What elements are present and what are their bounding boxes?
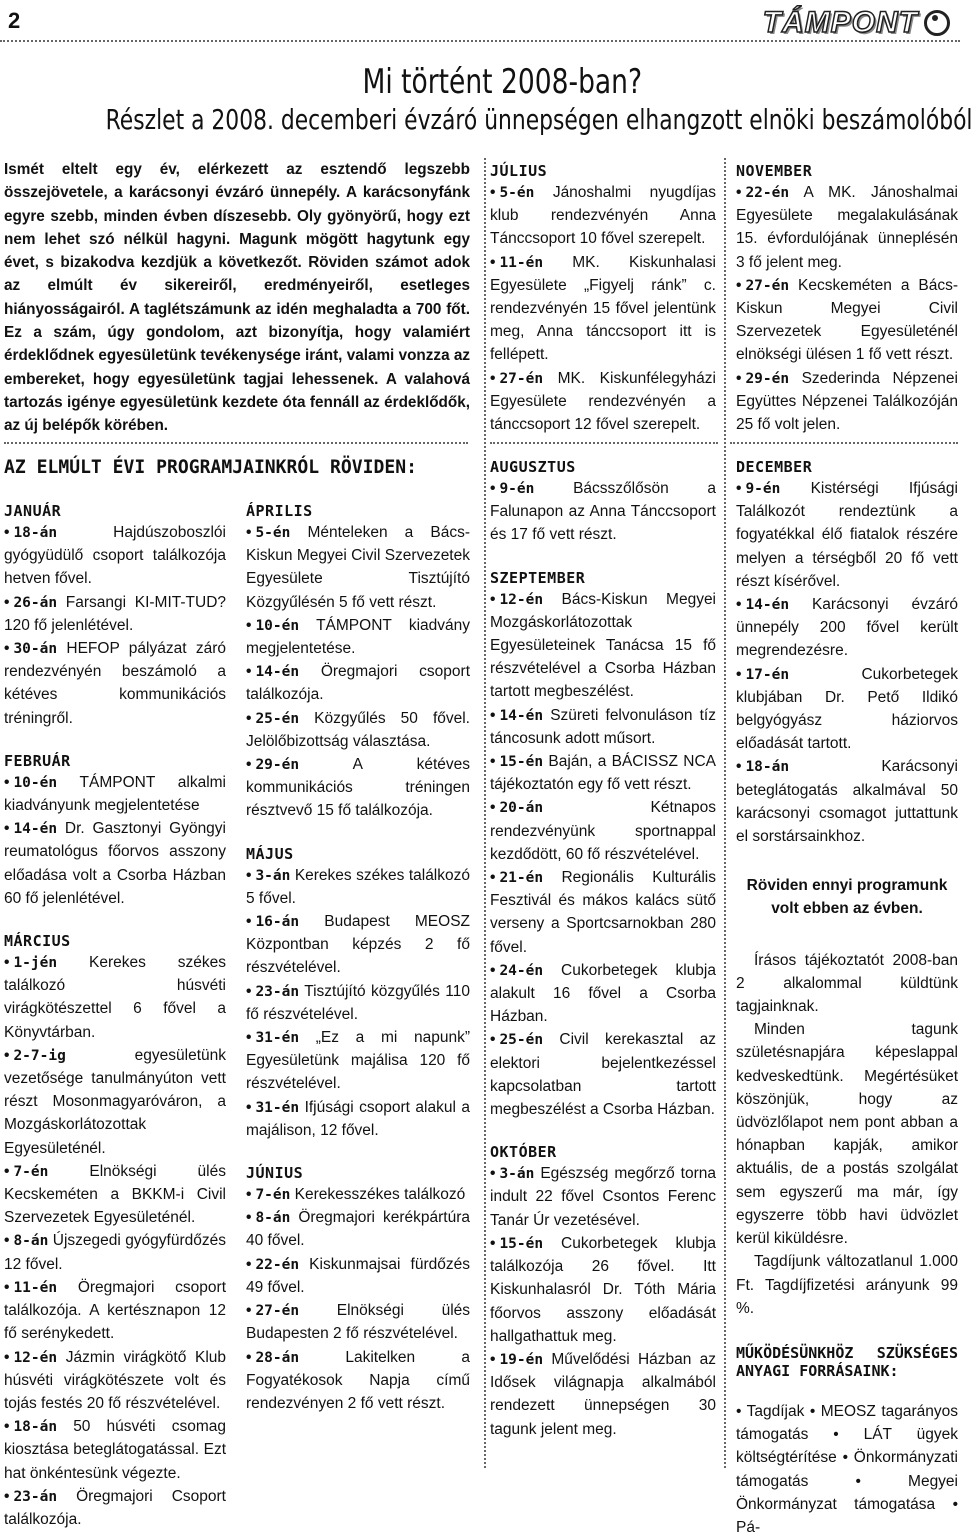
source-item: Önkormányzati támogatás	[736, 1449, 958, 1490]
event-text: Civil kerekasztal az elektori bejelentkezéssel kapcsolatban tartott megbeszélést a Csorba Házban.	[490, 1031, 716, 1119]
month-title: MÁJUS	[246, 844, 294, 863]
event-date: 26-án	[13, 594, 58, 611]
event-item	[246, 614, 470, 660]
bullet-icon: •	[246, 756, 252, 774]
column-2	[246, 502, 470, 1415]
event-text: Ifjúsági csoport alakul a majálison, 12 fővel.	[246, 1098, 470, 1139]
month-marcius	[4, 932, 226, 1531]
event-date: 1-jén	[13, 955, 58, 972]
event-item	[246, 753, 470, 823]
event-date: 31-én	[255, 1030, 300, 1047]
event-item	[490, 959, 716, 1029]
month-december	[736, 458, 958, 848]
event-item	[490, 367, 716, 437]
bullet-icon: •	[836, 1449, 854, 1467]
month-oktober	[490, 1143, 716, 1440]
month-title: DECEMBER	[736, 458, 813, 476]
bullet-icon: •	[736, 1402, 747, 1420]
event-text: Öregmajori csoport találkozója. A kertésznapon 12 fő serénykedett.	[4, 1278, 227, 1343]
page-title: Mi történt 2008-ban?	[362, 62, 643, 102]
event-item	[490, 750, 716, 796]
event-item	[4, 1229, 226, 1275]
event-text: TÁMPONT kiadvány megjelentetése.	[246, 616, 470, 658]
bullet-icon: •	[4, 640, 10, 658]
bullet-icon: •	[808, 1472, 909, 1490]
event-item	[246, 1346, 470, 1416]
column-divider	[484, 158, 486, 1468]
event-item	[4, 1276, 226, 1346]
month-title: SZEPTEMBER	[490, 568, 586, 587]
column-3	[490, 458, 716, 1441]
event-date: 27-én	[255, 1303, 300, 1320]
event-text: Farsangi KI-MIT-TUD? 120 fő jelenlétével.	[4, 593, 227, 634]
event-date: 5-én	[499, 185, 535, 201]
event-text: Regionális Kulturális Fesztivál és mákos kalács sütő verseny a Sportcsarnokban 280 fővel.	[490, 869, 716, 956]
event-text: Baján, a BÁCISSZ NCA tájékoztatón egy fő vett részt.	[490, 753, 716, 794]
event-item	[4, 1044, 226, 1160]
event-date: 30-án	[13, 641, 58, 658]
event-date: 8-án	[13, 1233, 49, 1250]
event-text: Közgyűlés 50 fővel. Jelölőbizottság választása.	[246, 709, 470, 750]
event-date: 12-én	[499, 591, 544, 608]
event-item	[4, 1485, 226, 1531]
event-item	[4, 1160, 226, 1230]
bullet-icon: •	[4, 1348, 10, 1366]
event-text: Kerekes székes találkozó húsvéti virágkötészettel 6 fővel a Könyvtárban.	[4, 954, 226, 1041]
event-date: 10-én	[13, 774, 58, 791]
event-item	[4, 817, 226, 910]
event-item	[490, 588, 716, 704]
event-date: 11-én	[13, 1279, 58, 1296]
source-item: MEOSZ tagarányos támogatás	[736, 1402, 959, 1444]
event-text: Kétnapos rendezvényünk sportnappal kezdődött, 60 fő részvételével.	[490, 799, 716, 863]
column-divider-h	[490, 442, 718, 444]
event-text: Öregmajori Csoport találkozója.	[4, 1487, 226, 1528]
event-item	[736, 274, 958, 367]
event-item	[736, 663, 958, 756]
event-item	[4, 771, 226, 817]
event-item	[246, 660, 470, 706]
month-title: JÚNIUS	[246, 1164, 304, 1183]
bullet-icon: •	[246, 709, 252, 727]
event-date: 27-én	[745, 277, 790, 294]
bullet-icon: •	[490, 869, 496, 887]
event-item	[490, 1162, 716, 1232]
event-item	[490, 1028, 716, 1121]
column-3-top	[490, 162, 716, 436]
event-text: MK. Kiskunhalasi Egyesülete „Figyelj ránk” c. rendezvényén 15 fővel jelentünk meg, Anna tánccsoport itt is fellépett.	[490, 253, 717, 364]
bullet-icon: •	[736, 276, 742, 294]
page-number: 2	[8, 8, 21, 33]
event-item	[4, 521, 226, 591]
event-text: Bács-Kiskun Megyei Mozgáskorlátozottak Egyesületeinek Tanácsa 15 fő részvételével a Csorba Házban tartott megbeszélést.	[490, 590, 717, 701]
event-text: „Ez a mi napunk” Egyesületünk majálisa 120 fő részvételével.	[246, 1029, 470, 1093]
bullet-icon: •	[736, 758, 742, 776]
bullet-icon: •	[246, 1186, 252, 1204]
event-item	[246, 1026, 470, 1096]
event-item	[490, 704, 716, 750]
bullet-icon: •	[490, 753, 496, 771]
event-date: 18-án	[13, 525, 58, 541]
event-text: Ménteleken a Bács-Kiskun Megyei Civil Szervezetek Egyesülete Tisztújító Közgyűlésén 5 fő vett részt.	[246, 524, 470, 611]
paragraph: Írásos tájékoztatót 2008-ban 2 alkalommal küldtünk tagjainknak.	[736, 951, 958, 1016]
bullet-icon: •	[490, 961, 496, 979]
event-date: 17-én	[745, 666, 790, 683]
month-title: JANUÁR	[4, 502, 62, 520]
event-text: Bácsszőlősön a Falunapon az Anna Tánccsoport és 17 fő vett részt.	[490, 480, 717, 544]
source-item: Pá-	[736, 1518, 761, 1536]
event-item	[246, 864, 470, 910]
event-text: Cukorbetegek klubja alakult 16 fővel a Csorba Házban.	[490, 961, 716, 1026]
event-item	[490, 251, 716, 367]
event-text: Öregmajori csoport találkozója.	[246, 663, 471, 704]
event-text: Budapest MEOSZ Központban képzés 2 fő részvételével.	[246, 913, 471, 977]
event-date: 23-án	[255, 983, 300, 1000]
bullet-icon: •	[4, 1278, 10, 1296]
event-item	[246, 1096, 470, 1142]
event-text: 50 húsvéti csomag kiosztása beteglátogatással. Ezt hat önkéntesünk végezte.	[4, 1418, 226, 1482]
event-text: A kétéves kommunikációs tréningen résztvevő 15 fő találkozója.	[246, 756, 470, 820]
event-date: 23-án	[13, 1488, 58, 1505]
event-item	[246, 910, 470, 980]
event-text: Jázmin virágkötő Klub húsvéti virágkötészete volt és tojás festés 20 fő részvételével.	[4, 1348, 227, 1412]
event-item	[4, 1346, 226, 1416]
event-item	[736, 367, 958, 437]
bullet-icon: •	[246, 1302, 252, 1320]
month-title: OKTÓBER	[490, 1143, 557, 1162]
bullet-icon: •	[4, 1418, 10, 1436]
event-date: 7-én	[13, 1163, 49, 1180]
bullet-icon: •	[736, 184, 742, 201]
column-1	[4, 502, 226, 1531]
bullet-icon: •	[490, 1031, 496, 1049]
bullet-icon: •	[804, 1402, 821, 1420]
event-item	[246, 1206, 470, 1252]
event-date: 24-én	[499, 962, 544, 979]
event-date: 12-én	[13, 1349, 58, 1366]
month-szeptember	[490, 569, 716, 1122]
paragraph: Minden tagunk születésnapjára képeslappal kedveskedtünk. Megértésüket köszönjük, hogy az üdvözlőlapot nem pont abban a hónapban kapják, amikor aktuális, de a postás szolgálat sem egyszerű ma már, így egyszerre több havi üdvözlet kerül kiküldésre.	[736, 1021, 958, 1248]
bullet-icon: •	[490, 184, 496, 201]
month-title: FEBRUÁR	[4, 751, 71, 770]
event-text: Kiskunmajsai fürdőzés 49 fővel.	[246, 1255, 470, 1296]
event-text: Karácsonyi beteglátogatás alkalmával 50 karácsonyi csomagot juttattunk el sorstársainkhoz.	[736, 758, 958, 846]
event-text: egyesületünk vezetősége tanulmányúton vett részt Mosonmagyaróváron, a Mozgáskorlátozottak Egyesületénél.	[4, 1046, 226, 1157]
bullet-icon: •	[4, 954, 10, 972]
bullet-icon: •	[490, 253, 496, 271]
closing-note: Röviden ennyi programunk volt ebben az évben.	[746, 877, 948, 918]
bullet-icon: •	[246, 1209, 252, 1227]
bullet-icon: •	[490, 1165, 496, 1183]
event-item	[736, 593, 958, 663]
paragraph: Tagdíjunk változatlanul 1.000 Ft. Tagdíjfizetési arányunk 99 %.	[736, 1253, 958, 1317]
month-julius	[490, 162, 716, 436]
event-text: Cukorbetegek klubja találkozója 26 fővel. Itt Kiskunhalasról Dr. Tóth Mária főorvos asszony előadását hallgathattuk meg.	[490, 1234, 716, 1345]
event-date: 14-én	[499, 707, 544, 724]
bullet-icon: •	[490, 369, 496, 387]
event-date: 9-én	[499, 481, 535, 497]
month-title: NOVEMBER	[736, 162, 813, 180]
sources-list	[736, 1400, 958, 1539]
bullet-icon: •	[4, 593, 10, 611]
event-date: 5-én	[255, 525, 291, 541]
event-date: 16-án	[255, 914, 300, 931]
month-augusztus	[490, 458, 716, 547]
event-item	[490, 866, 716, 959]
event-text: Kerekes székes találkozó 5 fővel.	[246, 866, 470, 907]
event-text: Cukorbetegek klubjában Dr. Pető Ildikó belgyógyász háziorvos előadását tartott.	[736, 665, 958, 753]
event-date: 18-án	[13, 1419, 58, 1436]
tampont-logo	[763, 6, 950, 40]
bullet-icon: •	[246, 1348, 252, 1366]
event-text: Szüreti felvonuláson tíz táncosunk adott műsort.	[490, 706, 716, 747]
event-item	[736, 181, 958, 274]
logo-text: TÁMPONT	[762, 6, 918, 39]
bullet-icon: •	[736, 596, 742, 614]
event-text: Tisztújító közgyűlés 110 fő részvételével.	[246, 982, 470, 1023]
event-text: HEFOP pályázat záró rendezvényén beszámoló a kétéves kommunikációs tréningről.	[4, 640, 226, 727]
event-date: 28-án	[255, 1349, 300, 1366]
month-majus	[246, 845, 470, 1142]
event-item	[246, 1253, 470, 1299]
event-text: Lakitelken a Fogyatékosok Napja című rendezvényen 2 fő vett részt.	[246, 1348, 470, 1412]
event-text: Újszegedi gyógyfürdőzés 12 fővel.	[4, 1232, 226, 1273]
event-text: Kerekesszékes találkozó	[294, 1186, 466, 1204]
event-date: 22-én	[255, 1256, 300, 1273]
event-item	[736, 755, 958, 848]
bullet-icon: •	[246, 1029, 252, 1047]
month-november	[736, 162, 958, 436]
source-item: Megyei Önkormányzat támogatása	[736, 1472, 958, 1513]
sources-title: MŰKÖDÉSÜNKHÖZ SZÜKSÉGES ANYAGI FORRÁSAINK:	[736, 1343, 958, 1380]
bullet-icon: •	[4, 773, 10, 791]
bullet-icon: •	[736, 369, 742, 387]
event-date: 29-én	[745, 370, 790, 387]
event-date: 21-én	[499, 870, 544, 887]
event-text: Kecskeméten a Bács-Kiskun Megyei Civil Szervezetek Egyesületénél elnökségi ülésen 1 fő vett részt.	[736, 276, 958, 364]
event-item	[4, 637, 226, 730]
event-item	[246, 707, 470, 753]
event-date: 20-án	[499, 800, 544, 817]
event-item	[246, 980, 470, 1026]
event-date: 11-én	[499, 254, 544, 271]
event-text: Kistérségi Ifjúsági Találkozót rendeztünk a fogyatékkal élő fiatalok részére melyen a térségből 20 fő vett részt kísérővel.	[736, 480, 958, 590]
column-4-top	[736, 162, 958, 436]
event-text: Elnökségi ülés Kecskeméten a BKKM-i Civil Szervezetek Egyesületénél.	[4, 1162, 226, 1227]
event-text: MK. Kiskunfélegyházi Egyesülete rendezvényén a tánccsoport 12 fővel szerepelt.	[490, 369, 716, 434]
event-item	[490, 1232, 716, 1348]
event-text: Szederinda Népzenei Együttes Népzenei Találkozóján 25 fő volt jelen.	[736, 369, 958, 434]
intro-paragraph: Ismét eltelt egy év, elérkezett az esztendő legszebb összejövetele, a karácsonyi évzáró ünnepély. A karácsonyfánk egyre szebb, minden évben díszesebb. Oly gyönyörű, hogy ezt nem lehet szó nélkül hagyni. Magunk mögött hagytunk egy évet, s bizakodva kezdjük a következőt. Röviden számot adok az elmúlt év sikereiről, eredményeiről, esetleges hiányosságairól. A taglétszámunk az idén meghaladta a 700 főt. Ez a szám, úgy gondolom, azt bizonyítja, hogy valamiért érdeklődnek egyesületünk tevékenysége iránt, valami vonzza az embereket, hogy egyesületünk tagjai lehessenek. A valahová tartozás igénye egyesületünk kezdete óta fennáll az érdeklődők, az új belépők körében.	[4, 161, 470, 435]
event-date: 15-én	[499, 1235, 544, 1252]
event-text: Egészség megőrző torna indult 22 fővel Csontos Ferenc Tanár Úr vezetésével.	[490, 1165, 716, 1229]
event-date: 7-én	[255, 1187, 291, 1204]
event-item	[736, 477, 958, 593]
event-item	[490, 477, 716, 547]
bullet-icon: •	[246, 663, 252, 681]
event-date: 19-én	[499, 1351, 544, 1368]
event-item	[246, 1299, 470, 1345]
bullet-icon: •	[246, 1255, 252, 1273]
event-text: Karácsonyi évzáró ünnepély 200 fővel került megrendezésre.	[736, 596, 958, 660]
month-januar	[4, 502, 226, 730]
event-item	[246, 1183, 470, 1206]
event-text: Hajdúszoboszlói gyógyüdülő csoport találkozója hetven fővel.	[4, 524, 226, 588]
event-date: 18-án	[745, 759, 790, 776]
event-text: Művelődési Házban az Idősek világnapja alkalmából rendezett ünnepségen 30 tagunk jelent meg.	[490, 1350, 716, 1438]
bullet-icon: •	[490, 480, 496, 497]
month-title: AUGUSZTUS	[490, 458, 576, 476]
event-item	[246, 521, 470, 614]
event-date: 3-án	[499, 1166, 535, 1183]
month-title: MÁRCIUS	[4, 932, 71, 951]
event-item	[4, 951, 226, 1044]
source-item: LÁT ügyek költségtérítése	[736, 1426, 958, 1467]
event-date: 2-7-ig	[13, 1047, 66, 1064]
column-4	[736, 458, 958, 1539]
event-date: 31-én	[255, 1099, 300, 1116]
bullet-icon: •	[246, 524, 252, 541]
column-divider-h	[730, 442, 958, 444]
month-title: ÁPRILIS	[246, 502, 313, 520]
bullet-icon: •	[4, 524, 10, 541]
intro-divider	[4, 442, 468, 444]
month-title: JÚLIUS	[490, 162, 548, 180]
bullet-icon: •	[246, 913, 252, 931]
event-date: 8-án	[255, 1210, 291, 1227]
bullet-icon: •	[490, 799, 496, 817]
wheelchair-icon	[924, 10, 950, 36]
event-date: 25-én	[255, 710, 300, 727]
bullet-icon: •	[736, 665, 742, 683]
event-date: 29-én	[255, 757, 300, 774]
bullet-icon: •	[808, 1426, 864, 1444]
event-text: TÁMPONT alkalmi kiadványunk megjelentetése	[4, 773, 226, 815]
bullet-icon: •	[935, 1495, 959, 1513]
bullet-icon: •	[4, 1162, 10, 1180]
event-item	[4, 1415, 226, 1485]
event-date: 14-én	[745, 597, 790, 614]
event-date: 9-én	[745, 481, 781, 497]
page-subtitle: Részlet a 2008. decemberi évzáró ünnepségen elhangzott elnöki beszámolóból	[105, 103, 973, 136]
event-item	[490, 181, 716, 251]
event-date: 10-én	[255, 617, 300, 634]
month-aprilis	[246, 502, 470, 823]
bullet-icon: •	[246, 1098, 252, 1116]
event-date: 25-én	[499, 1032, 544, 1049]
bullet-icon: •	[246, 982, 252, 1000]
event-item	[4, 591, 226, 637]
event-text: Öregmajori kerékpártúra 40 fővel.	[246, 1209, 470, 1250]
event-item	[490, 1348, 716, 1441]
event-text: Dr. Gasztonyi Gyöngyi reumatológus főorvos asszony előadása volt a Csorba Házban 60 fő jelenlétével.	[4, 820, 226, 907]
column-divider	[724, 158, 726, 1468]
bullet-icon: •	[490, 1350, 496, 1368]
bullet-icon: •	[490, 590, 496, 608]
header-rule	[0, 40, 960, 42]
event-item	[490, 796, 716, 866]
bullet-icon: •	[4, 1232, 10, 1250]
event-date: 14-én	[255, 664, 300, 681]
source-item: Tagdíjak	[746, 1402, 805, 1420]
bullet-icon: •	[246, 616, 252, 634]
month-junius	[246, 1164, 470, 1415]
event-text: A MK. Jánoshalmai Egyesülete megalakulásának 15. évfordulójának ünneplésén 3 fő jelent meg.	[736, 184, 958, 271]
bullet-icon: •	[4, 820, 10, 838]
section-title: AZ ELMÚLT ÉVI PROGRAMJAINKRÓL RÖVIDEN:	[4, 456, 417, 478]
event-text: Elnökségi ülés Budapesten 2 fő részvételével.	[246, 1302, 471, 1343]
bullet-icon: •	[490, 1234, 496, 1252]
bullet-icon: •	[4, 1046, 10, 1064]
bullet-icon: •	[4, 1487, 10, 1505]
event-date: 27-én	[499, 370, 544, 387]
event-date: 3-án	[255, 867, 291, 884]
event-text: Jánoshalmi nyugdíjas klub rendezvényén Anna Tánccsoport 10 fővel szerepelt.	[490, 184, 717, 248]
event-date: 22-én	[745, 185, 790, 201]
event-date: 15-én	[499, 754, 544, 771]
bullet-icon: •	[490, 706, 496, 724]
event-date: 14-én	[13, 821, 58, 838]
month-februar	[4, 752, 226, 910]
bullet-icon: •	[246, 866, 252, 884]
bullet-icon: •	[736, 480, 742, 497]
